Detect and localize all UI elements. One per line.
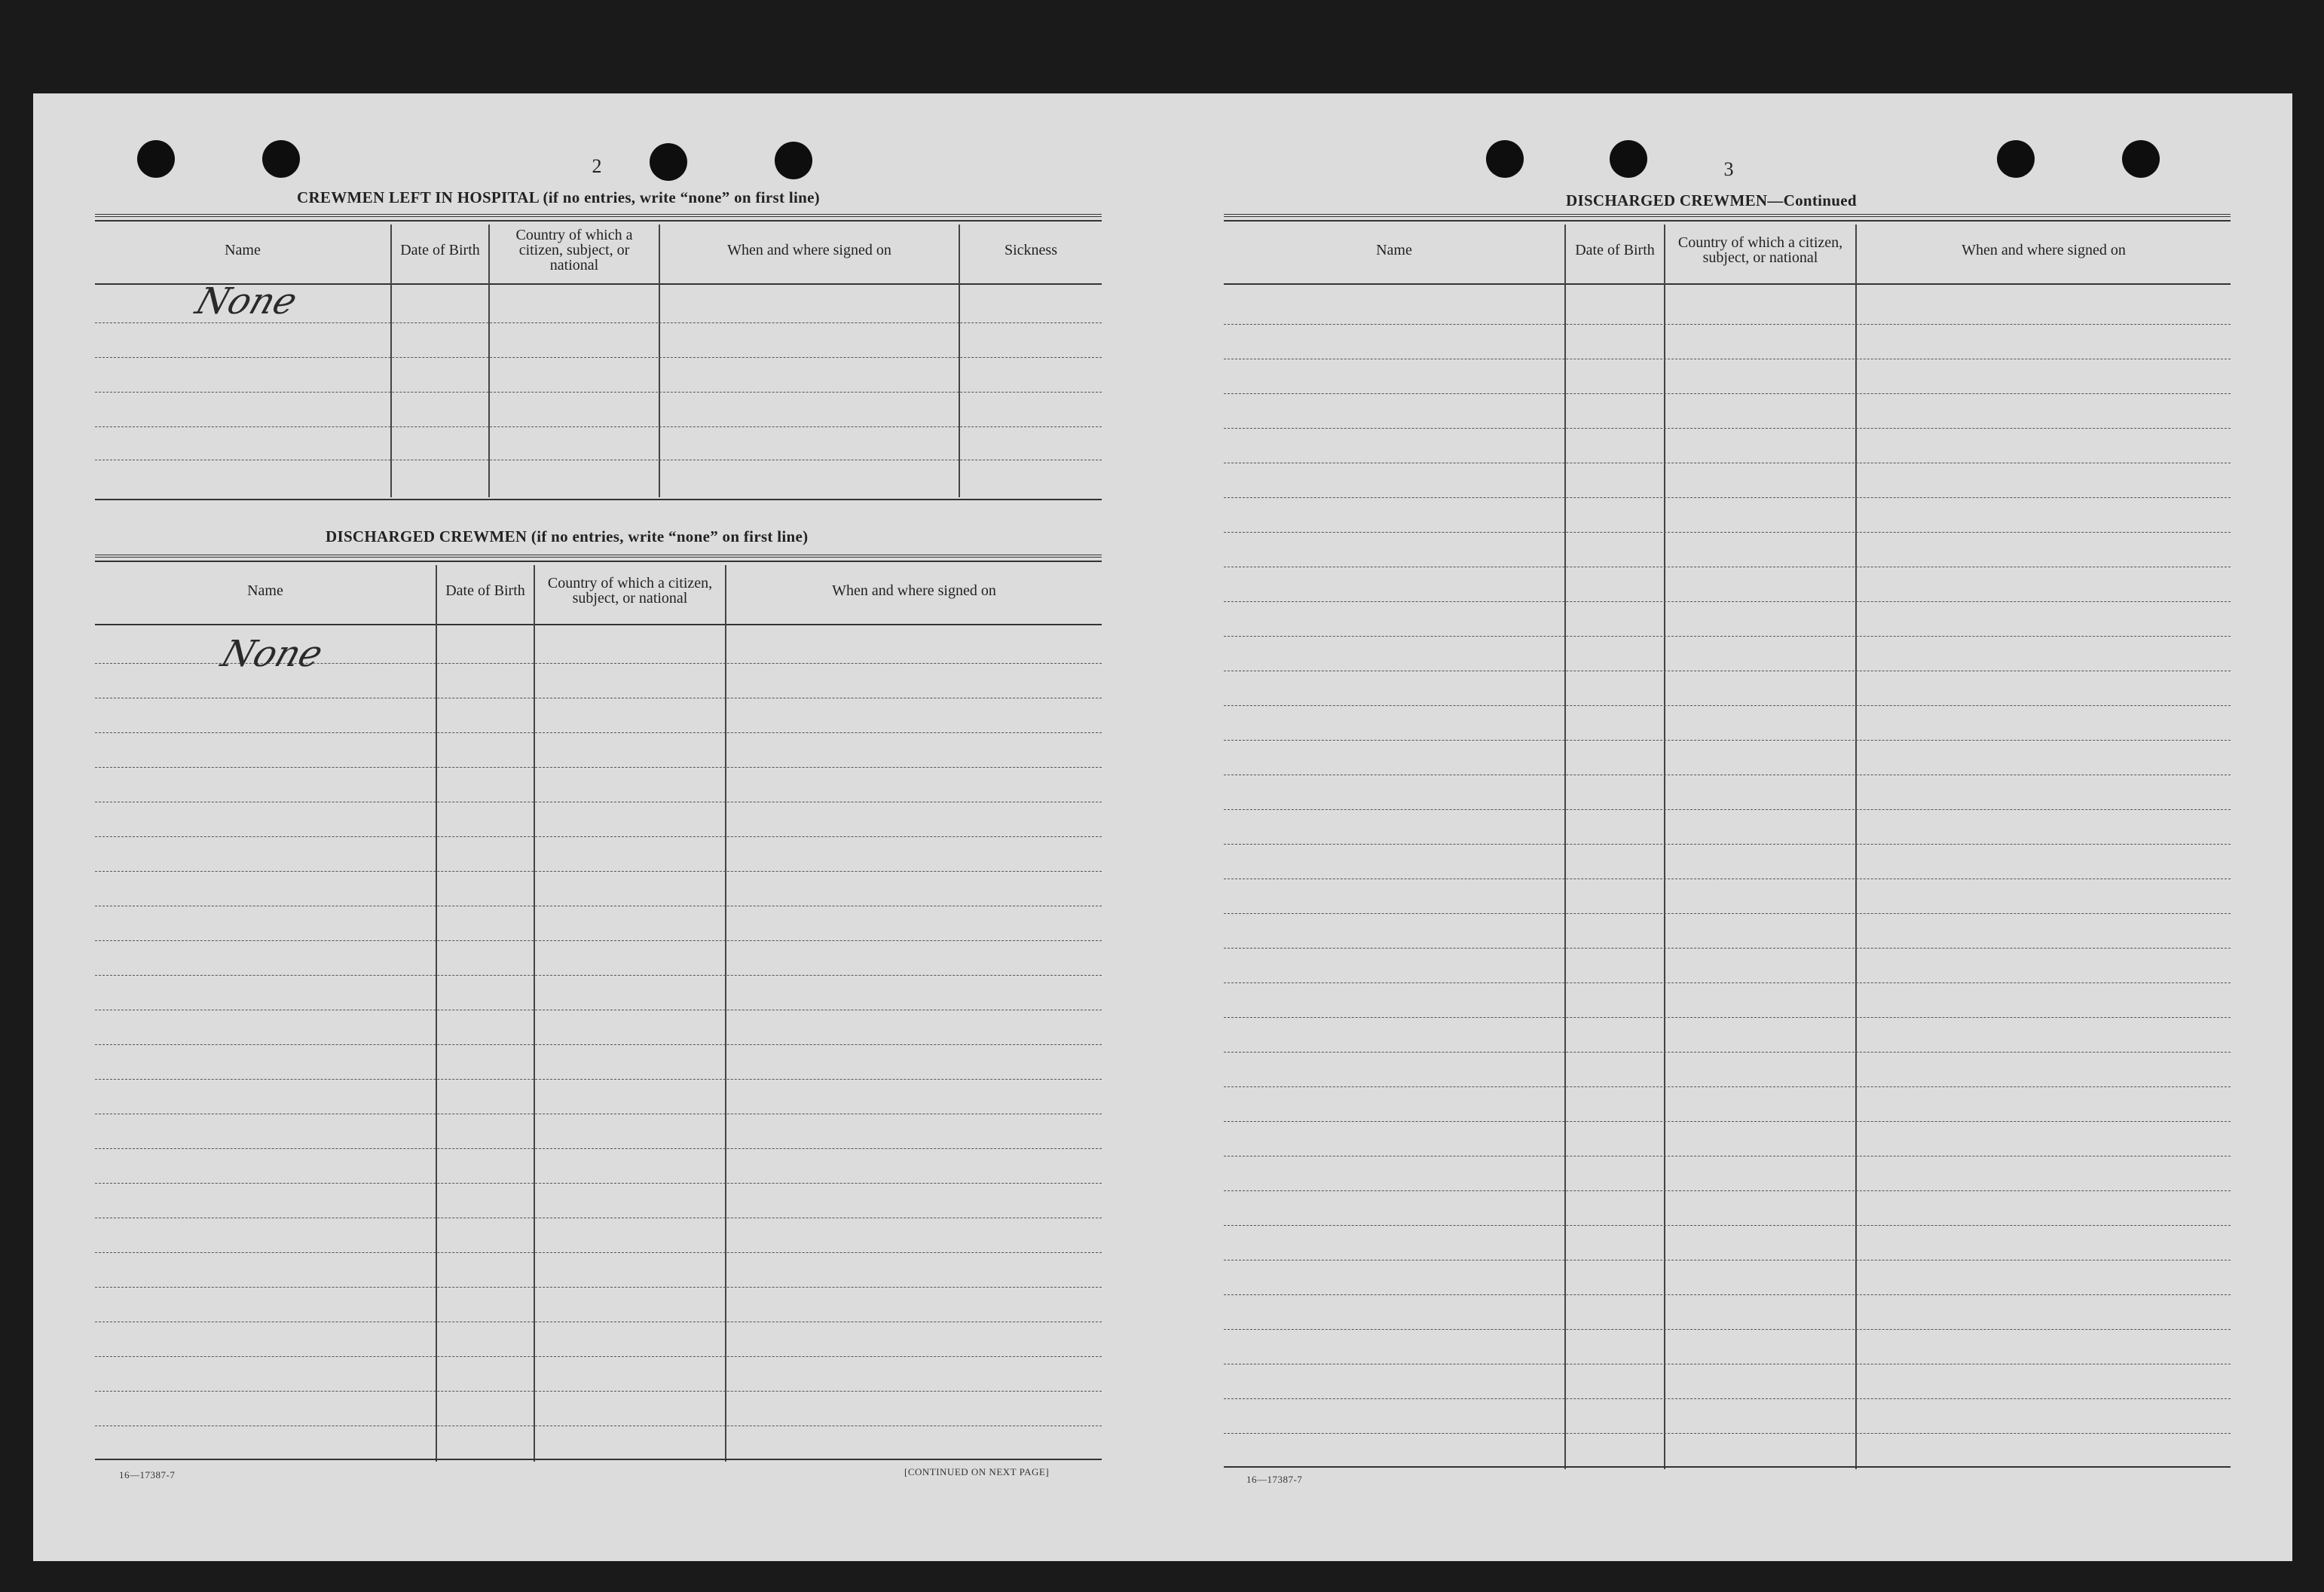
column-header-name: Name	[247, 582, 283, 599]
section-note: (if no entries, write “none” on first line)	[531, 527, 809, 545]
section-title-text: CREWMEN LEFT IN HOSPITAL	[297, 188, 539, 206]
punch-hole	[2122, 140, 2160, 178]
column-header-country: Country of which a citizen, subject, or national	[547, 575, 713, 607]
column-header-name: Name	[225, 242, 261, 258]
punch-hole	[262, 140, 300, 178]
column-header-country: Country of which a citizen, subject, or national	[515, 227, 633, 273]
page-number: 3	[1723, 158, 1734, 180]
section-title-hospital	[297, 188, 820, 207]
column-header-signed-on: When and where signed on	[1962, 242, 2126, 258]
column-header-signed-on: When and where signed on	[727, 242, 891, 258]
handwritten-entry-none: None	[190, 280, 303, 322]
column-header-sickness: Sickness	[1005, 242, 1057, 258]
punch-hole	[775, 142, 812, 179]
punch-hole	[1486, 140, 1524, 178]
column-header-date-of-birth: Date of Birth	[1575, 242, 1655, 258]
column-header-name: Name	[1376, 242, 1412, 258]
continued-note: [CONTINUED ON NEXT PAGE]	[904, 1466, 1050, 1477]
form-number: 16—17387-7	[119, 1469, 176, 1480]
section-title-discharged-continued: DISCHARGED CREWMEN—Continued	[1566, 191, 1857, 209]
column-header-signed-on: When and where signed on	[832, 582, 996, 599]
handwritten-entry-none: None	[216, 633, 329, 675]
discharged-continued-table	[1224, 214, 2231, 1469]
punch-hole	[1610, 140, 1647, 178]
page-number: 2	[592, 155, 602, 177]
form-number: 16—17387-7	[1246, 1474, 1303, 1485]
section-title-discharged	[326, 527, 808, 546]
column-header-date-of-birth: Date of Birth	[400, 242, 480, 258]
hospital-table	[95, 214, 1102, 500]
punch-hole	[137, 140, 175, 178]
discharged-table	[95, 555, 1102, 1462]
punch-hole	[650, 143, 687, 181]
column-header-country: Country of which a citizen, subject, or national	[1677, 234, 1843, 266]
column-header-date-of-birth: Date of Birth	[445, 582, 525, 599]
punch-hole	[1997, 140, 2035, 178]
section-title-text: DISCHARGED CREWMEN	[326, 527, 527, 545]
section-note: (if no entries, write “none” on first line)	[543, 188, 820, 206]
